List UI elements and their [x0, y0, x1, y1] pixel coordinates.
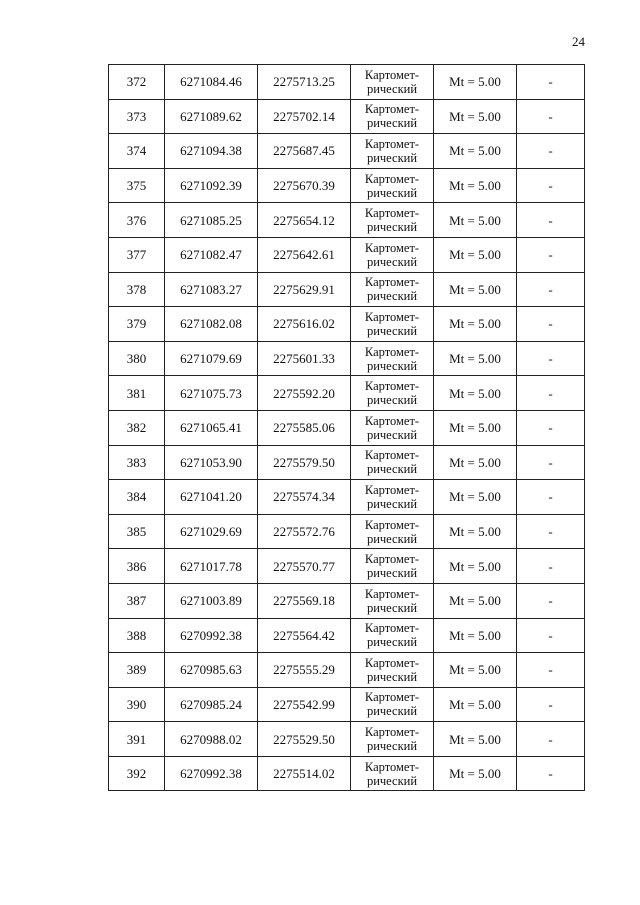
table-row: [109, 65, 585, 100]
method-line-1: Картомет-: [364, 482, 420, 497]
accuracy-cell: Mt = 5.00: [434, 272, 517, 307]
accuracy-cell: Mt = 5.00: [434, 341, 517, 376]
x-coordinate-cell: 6271003.89: [165, 583, 258, 618]
method-cell: [351, 168, 434, 203]
method-line-2: рический: [366, 704, 418, 719]
x-coordinate-cell: 6271085.25: [165, 203, 258, 238]
table-row: [109, 376, 585, 411]
point-number-cell: 378: [109, 272, 165, 307]
point-number-cell: 390: [109, 687, 165, 722]
extra-cell: -: [517, 203, 585, 238]
point-number-cell: 372: [109, 65, 165, 100]
accuracy-cell: Mt = 5.00: [434, 99, 517, 134]
point-number-cell: 387: [109, 583, 165, 618]
method-line-2: рический: [366, 600, 418, 615]
method-line-1: Картомет-: [364, 344, 420, 359]
y-coordinate-cell: 2275555.29: [258, 653, 351, 688]
y-coordinate-cell: 2275616.02: [258, 307, 351, 342]
extra-cell: -: [517, 722, 585, 757]
x-coordinate-cell: 6271029.69: [165, 514, 258, 549]
point-number-cell: 374: [109, 134, 165, 169]
coordinates-table: [108, 64, 585, 791]
x-coordinate-cell: 6271053.90: [165, 445, 258, 480]
method-cell: [351, 722, 434, 757]
extra-cell: -: [517, 549, 585, 584]
x-coordinate-cell: 6271079.69: [165, 341, 258, 376]
table-row: [109, 272, 585, 307]
accuracy-cell: Mt = 5.00: [434, 687, 517, 722]
method-cell: [351, 307, 434, 342]
method-line-2: рический: [366, 220, 418, 235]
x-coordinate-cell: 6271017.78: [165, 549, 258, 584]
table-row: [109, 583, 585, 618]
method-line-2: рический: [366, 254, 418, 269]
table-row: [109, 445, 585, 480]
method-cell: [351, 480, 434, 515]
extra-cell: -: [517, 237, 585, 272]
table-row: [109, 756, 585, 791]
accuracy-cell: Mt = 5.00: [434, 168, 517, 203]
accuracy-cell: Mt = 5.00: [434, 307, 517, 342]
extra-cell: -: [517, 168, 585, 203]
table-row: [109, 549, 585, 584]
method-line-2: рический: [366, 566, 418, 581]
method-line-1: Картомет-: [364, 275, 420, 290]
method-cell: [351, 272, 434, 307]
accuracy-cell: Mt = 5.00: [434, 583, 517, 618]
x-coordinate-cell: 6270992.38: [165, 618, 258, 653]
extra-cell: -: [517, 341, 585, 376]
point-number-cell: 382: [109, 410, 165, 445]
method-line-1: Картомет-: [364, 309, 420, 324]
accuracy-cell: Mt = 5.00: [434, 722, 517, 757]
coordinates-table-body: [109, 65, 585, 791]
method-line-2: рический: [366, 81, 418, 96]
x-coordinate-cell: 6271092.39: [165, 168, 258, 203]
point-number-cell: 379: [109, 307, 165, 342]
method-line-1: Картомет-: [364, 379, 420, 394]
table-row: [109, 514, 585, 549]
method-line-1: Картомет-: [364, 621, 420, 636]
accuracy-cell: Mt = 5.00: [434, 134, 517, 169]
method-cell: [351, 410, 434, 445]
y-coordinate-cell: 2275574.34: [258, 480, 351, 515]
table-row: [109, 618, 585, 653]
y-coordinate-cell: 2275564.42: [258, 618, 351, 653]
method-cell: [351, 445, 434, 480]
page-number: 24: [572, 34, 585, 49]
method-line-2: рический: [366, 185, 418, 200]
coordinates-table-container: [108, 64, 585, 791]
method-line-2: рический: [366, 773, 418, 788]
method-line-2: рический: [366, 739, 418, 754]
extra-cell: -: [517, 687, 585, 722]
method-line-1: Картомет-: [364, 136, 420, 151]
method-line-2: рический: [366, 635, 418, 650]
method-cell: [351, 583, 434, 618]
y-coordinate-cell: 2275687.45: [258, 134, 351, 169]
method-cell: [351, 653, 434, 688]
method-cell: [351, 687, 434, 722]
method-cell: [351, 549, 434, 584]
table-row: [109, 307, 585, 342]
table-row: [109, 653, 585, 688]
extra-cell: -: [517, 756, 585, 791]
method-cell: [351, 618, 434, 653]
y-coordinate-cell: 2275629.91: [258, 272, 351, 307]
accuracy-cell: Mt = 5.00: [434, 410, 517, 445]
point-number-cell: 388: [109, 618, 165, 653]
accuracy-cell: Mt = 5.00: [434, 480, 517, 515]
accuracy-cell: Mt = 5.00: [434, 653, 517, 688]
point-number-cell: 385: [109, 514, 165, 549]
accuracy-cell: Mt = 5.00: [434, 549, 517, 584]
method-line-1: Картомет-: [364, 67, 420, 82]
method-line-1: Картомет-: [364, 725, 420, 740]
method-line-1: Картомет-: [364, 102, 420, 117]
x-coordinate-cell: 6271082.08: [165, 307, 258, 342]
table-row: [109, 237, 585, 272]
table-row: [109, 341, 585, 376]
extra-cell: -: [517, 134, 585, 169]
point-number-cell: 391: [109, 722, 165, 757]
point-number-cell: 389: [109, 653, 165, 688]
point-number-cell: 383: [109, 445, 165, 480]
accuracy-cell: Mt = 5.00: [434, 618, 517, 653]
extra-cell: -: [517, 376, 585, 411]
x-coordinate-cell: 6271083.27: [165, 272, 258, 307]
method-line-2: рический: [366, 669, 418, 684]
point-number-cell: 375: [109, 168, 165, 203]
y-coordinate-cell: 2275542.99: [258, 687, 351, 722]
table-row: [109, 410, 585, 445]
x-coordinate-cell: 6270985.63: [165, 653, 258, 688]
method-line-2: рический: [366, 531, 418, 546]
extra-cell: -: [517, 307, 585, 342]
x-coordinate-cell: 6270988.02: [165, 722, 258, 757]
extra-cell: -: [517, 65, 585, 100]
x-coordinate-cell: 6271065.41: [165, 410, 258, 445]
extra-cell: -: [517, 99, 585, 134]
y-coordinate-cell: 2275579.50: [258, 445, 351, 480]
method-line-2: рический: [366, 150, 418, 165]
y-coordinate-cell: 2275570.77: [258, 549, 351, 584]
method-line-1: Картомет-: [364, 206, 420, 221]
table-row: [109, 722, 585, 757]
extra-cell: -: [517, 480, 585, 515]
point-number-cell: 380: [109, 341, 165, 376]
x-coordinate-cell: 6270985.24: [165, 687, 258, 722]
method-line-1: Картомет-: [364, 517, 420, 532]
method-cell: [351, 134, 434, 169]
method-cell: [351, 203, 434, 238]
extra-cell: -: [517, 583, 585, 618]
y-coordinate-cell: 2275585.06: [258, 410, 351, 445]
y-coordinate-cell: 2275529.50: [258, 722, 351, 757]
method-cell: [351, 376, 434, 411]
method-line-1: Картомет-: [364, 759, 420, 774]
table-row: [109, 203, 585, 238]
method-cell: [351, 756, 434, 791]
method-cell: [351, 514, 434, 549]
extra-cell: -: [517, 410, 585, 445]
method-line-1: Картомет-: [364, 552, 420, 567]
extra-cell: -: [517, 653, 585, 688]
method-cell: [351, 65, 434, 100]
y-coordinate-cell: 2275514.02: [258, 756, 351, 791]
method-line-2: рический: [366, 289, 418, 304]
point-number-cell: 373: [109, 99, 165, 134]
point-number-cell: 386: [109, 549, 165, 584]
extra-cell: -: [517, 272, 585, 307]
method-line-2: рический: [366, 462, 418, 477]
method-line-2: рический: [366, 393, 418, 408]
method-cell: [351, 341, 434, 376]
y-coordinate-cell: 2275654.12: [258, 203, 351, 238]
method-line-1: Картомет-: [364, 690, 420, 705]
point-number-cell: 381: [109, 376, 165, 411]
x-coordinate-cell: 6271075.73: [165, 376, 258, 411]
x-coordinate-cell: 6271041.20: [165, 480, 258, 515]
y-coordinate-cell: 2275592.20: [258, 376, 351, 411]
method-line-1: Картомет-: [364, 240, 420, 255]
point-number-cell: 377: [109, 237, 165, 272]
table-row: [109, 168, 585, 203]
x-coordinate-cell: 6271082.47: [165, 237, 258, 272]
accuracy-cell: Mt = 5.00: [434, 376, 517, 411]
method-cell: [351, 237, 434, 272]
extra-cell: -: [517, 514, 585, 549]
point-number-cell: 376: [109, 203, 165, 238]
method-line-2: рический: [366, 358, 418, 373]
accuracy-cell: Mt = 5.00: [434, 237, 517, 272]
x-coordinate-cell: 6271084.46: [165, 65, 258, 100]
x-coordinate-cell: 6271094.38: [165, 134, 258, 169]
point-number-cell: 384: [109, 480, 165, 515]
y-coordinate-cell: 2275572.76: [258, 514, 351, 549]
method-line-1: Картомет-: [364, 586, 420, 601]
table-row: [109, 99, 585, 134]
y-coordinate-cell: 2275601.33: [258, 341, 351, 376]
method-line-1: Картомет-: [364, 448, 420, 463]
accuracy-cell: Mt = 5.00: [434, 65, 517, 100]
table-row: [109, 480, 585, 515]
method-line-1: Картомет-: [364, 413, 420, 428]
accuracy-cell: Mt = 5.00: [434, 203, 517, 238]
point-number-cell: 392: [109, 756, 165, 791]
y-coordinate-cell: 2275670.39: [258, 168, 351, 203]
y-coordinate-cell: 2275569.18: [258, 583, 351, 618]
table-row: [109, 134, 585, 169]
method-line-2: рический: [366, 323, 418, 338]
method-cell: [351, 99, 434, 134]
table-row: [109, 687, 585, 722]
accuracy-cell: Mt = 5.00: [434, 514, 517, 549]
method-line-2: рический: [366, 116, 418, 131]
method-line-1: Картомет-: [364, 171, 420, 186]
method-line-2: рический: [366, 496, 418, 511]
y-coordinate-cell: 2275642.61: [258, 237, 351, 272]
x-coordinate-cell: 6271089.62: [165, 99, 258, 134]
extra-cell: -: [517, 445, 585, 480]
y-coordinate-cell: 2275713.25: [258, 65, 351, 100]
method-line-1: Картомет-: [364, 655, 420, 670]
extra-cell: -: [517, 618, 585, 653]
accuracy-cell: Mt = 5.00: [434, 756, 517, 791]
x-coordinate-cell: 6270992.38: [165, 756, 258, 791]
y-coordinate-cell: 2275702.14: [258, 99, 351, 134]
accuracy-cell: Mt = 5.00: [434, 445, 517, 480]
method-line-2: рический: [366, 427, 418, 442]
